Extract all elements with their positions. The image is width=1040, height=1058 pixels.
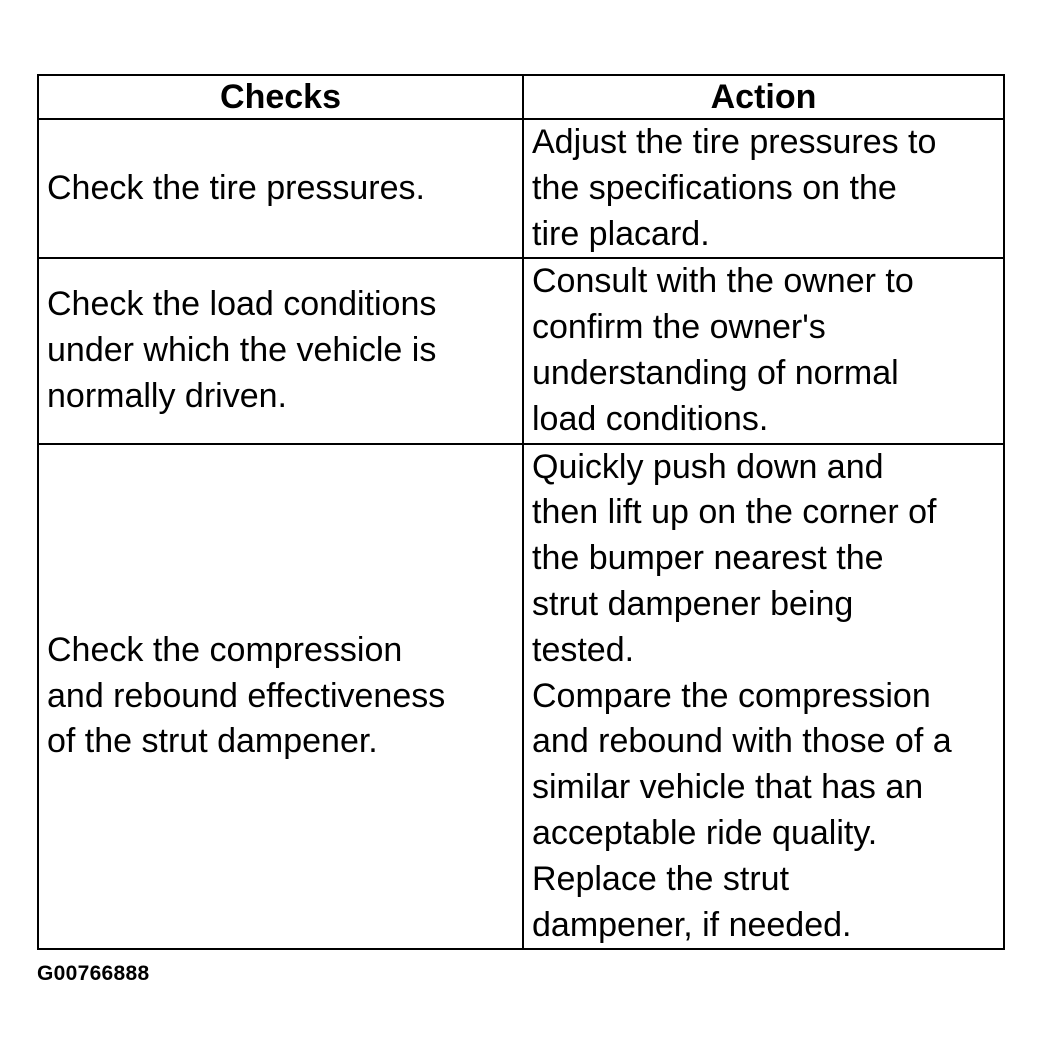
action-text-line: Compare the compression	[532, 676, 931, 715]
check-text-line: Check the tire pressures.	[47, 168, 425, 207]
action-text-line: similar vehicle that has an	[532, 768, 924, 807]
action-text-line: Adjust the tire pressures to	[532, 123, 937, 161]
table-row	[38, 444, 1004, 950]
action-text-line: Replace the strut	[532, 859, 790, 898]
check-text-line: normally driven.	[47, 376, 287, 415]
checks-column-header: Checks	[38, 75, 523, 119]
action-text-line: dampener, if needed.	[532, 905, 852, 944]
action-cell	[523, 119, 1004, 258]
action-cell	[523, 258, 1004, 443]
action-text-line: acceptable ride quality.	[532, 813, 878, 852]
check-text-line: Check the compression	[47, 630, 403, 669]
action-text-line: Consult with the owner to	[532, 262, 914, 301]
check-text-line: and rebound effectiveness	[47, 676, 446, 715]
table-row	[38, 119, 1004, 258]
check-cell	[38, 444, 523, 950]
action-text-line: then lift up on the corner of	[532, 493, 937, 532]
check-text-line: under which the vehicle is	[47, 331, 437, 370]
action-cell	[523, 444, 1004, 950]
action-text-line: understanding of normal	[532, 353, 899, 392]
table-row	[38, 258, 1004, 443]
action-text-line: Quickly push down and	[532, 447, 884, 486]
check-cell	[38, 258, 523, 443]
action-text-line: the specifications on the	[532, 168, 897, 207]
action-text-line: and rebound with those of a	[532, 722, 952, 761]
table-header-row	[38, 75, 1004, 119]
action-text-line: the bumper nearest the	[532, 539, 884, 578]
action-column-header: Action	[523, 75, 1004, 119]
action-text-line: tested.	[532, 630, 635, 669]
action-text-line: confirm the owner's	[532, 308, 826, 347]
action-text-line: load conditions.	[532, 399, 769, 438]
figure-code: G00766888	[37, 962, 150, 985]
action-text-line: tire placard.	[532, 214, 710, 253]
check-text-line: Check the load conditions	[47, 285, 437, 324]
action-text-line: strut dampener being	[532, 584, 854, 623]
check-text-line: of the strut dampener.	[47, 722, 378, 761]
checks-action-table	[37, 74, 1005, 950]
check-cell	[38, 119, 523, 258]
